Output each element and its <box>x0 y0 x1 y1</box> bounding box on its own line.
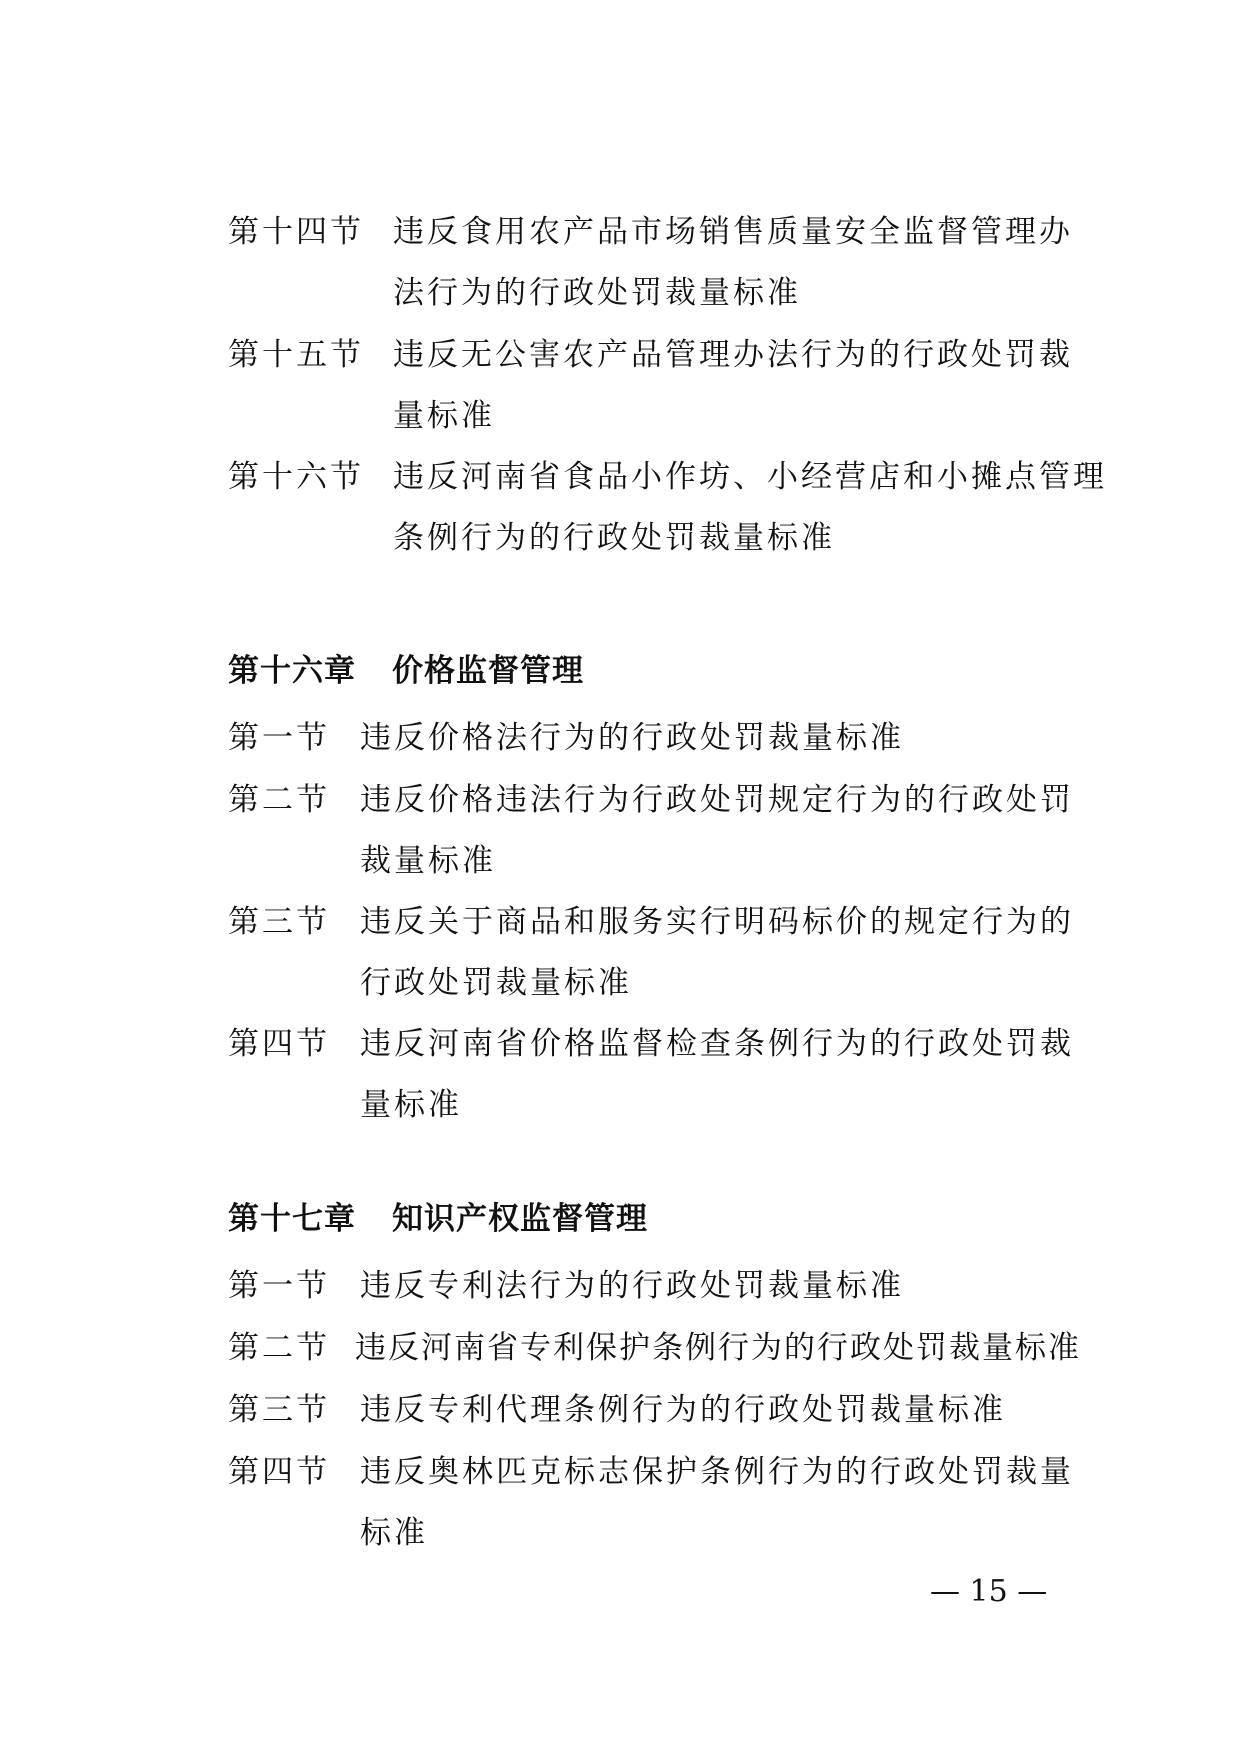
section-title-line: 违反无公害农产品管理办法行为的行政处罚裁 <box>393 337 1073 373</box>
section-title-line: 违反河南省食品小作坊、小经营店和小摊点管理 <box>393 459 1107 495</box>
section-label: 第十六节 <box>228 459 364 495</box>
section-title <box>360 1380 1006 1441</box>
section-title <box>355 1318 1081 1379</box>
section-title <box>360 1442 1074 1564</box>
section-title-line: 量标准 <box>360 1087 462 1123</box>
section-label: 第十四节 <box>228 214 364 250</box>
chapter-heading <box>228 651 584 691</box>
section-title-line: 违反关于商品和服务实行明码标价的规定行为的 <box>360 904 1074 940</box>
chapter-number: 第十六章 <box>228 653 356 689</box>
section-label: 第二节 <box>228 1330 330 1366</box>
section-title-line: 违反价格法行为的行政处罚裁量标准 <box>360 720 904 756</box>
section-title-line: 违反价格违法行为行政处罚规定行为的行政处罚 <box>360 782 1074 818</box>
section-title <box>360 1014 1074 1136</box>
section-label: 第三节 <box>228 1392 330 1428</box>
section-title <box>360 1256 904 1317</box>
section-title <box>360 770 1074 892</box>
section-title-line: 量标准 <box>393 398 495 434</box>
section-label: 第一节 <box>228 1268 330 1304</box>
chapter-title: 知识产权监督管理 <box>392 1201 648 1237</box>
section-label: 第二节 <box>228 782 330 818</box>
section-title <box>393 325 1073 447</box>
section-label: 第四节 <box>228 1454 330 1490</box>
section-label: 第十五节 <box>228 337 364 373</box>
section-title <box>393 202 1073 324</box>
section-title <box>360 892 1074 1014</box>
chapter-heading <box>228 1199 648 1239</box>
section-title-line: 违反专利代理条例行为的行政处罚裁量标准 <box>360 1392 1006 1428</box>
section-title-line: 违反专利法行为的行政处罚裁量标准 <box>360 1268 904 1304</box>
section-title-line: 违反奥林匹克标志保护条例行为的行政处罚裁量 <box>360 1454 1074 1490</box>
section-label: 第一节 <box>228 720 330 756</box>
section-title-line: 标准 <box>360 1515 428 1551</box>
section-title-line: 违反食用农产品市场销售质量安全监督管理办 <box>393 214 1073 250</box>
section-title-line: 行政处罚裁量标准 <box>360 965 632 1001</box>
chapter-number: 第十七章 <box>228 1201 356 1237</box>
section-title <box>393 447 1107 569</box>
section-title-line: 法行为的行政处罚裁量标准 <box>393 275 801 311</box>
section-title-line: 违反河南省价格监督检查条例行为的行政处罚裁 <box>360 1026 1074 1062</box>
section-title <box>360 708 904 769</box>
section-label: 第四节 <box>228 1026 330 1062</box>
section-label: 第三节 <box>228 904 330 940</box>
section-title-line: 条例行为的行政处罚裁量标准 <box>393 520 835 556</box>
section-title-line: 违反河南省专利保护条例行为的行政处罚裁量标准 <box>355 1330 1081 1366</box>
page-number: — 15 — <box>930 1574 1048 1609</box>
chapter-title: 价格监督管理 <box>392 653 584 689</box>
section-title-line: 裁量标准 <box>360 843 496 879</box>
